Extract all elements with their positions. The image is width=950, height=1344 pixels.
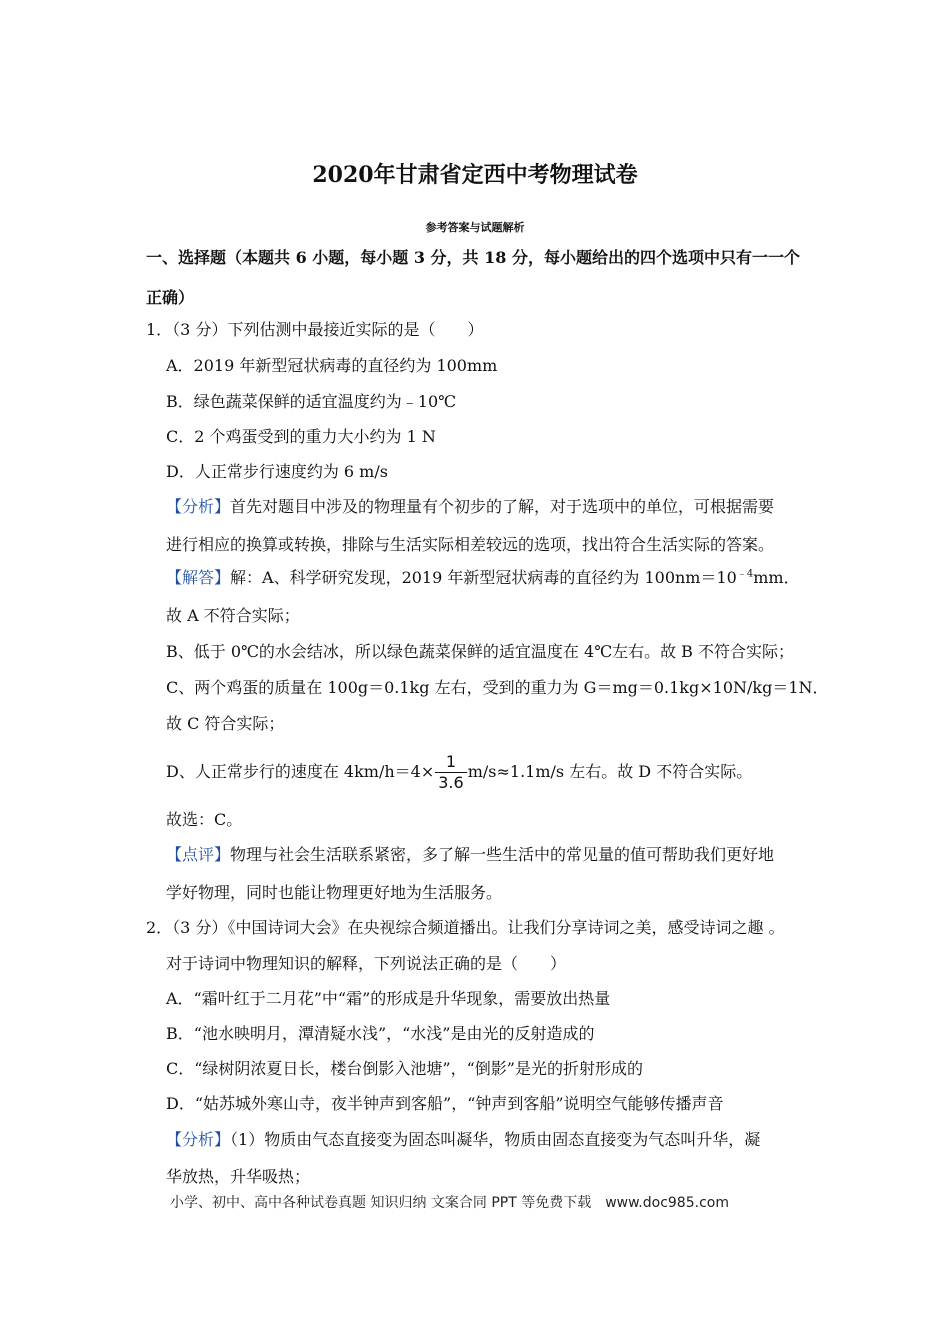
question-1-option-c: C．2 个鸡蛋受到的重力大小约为 1 N [166, 427, 436, 446]
analysis-tag: 【分析】 [166, 497, 231, 516]
question-1-choice: 故选：C。 [166, 810, 243, 829]
comment-tag: 【点评】 [166, 845, 231, 864]
analysis-tag: 【分析】 [166, 1130, 231, 1149]
page-footer: 小学、初中、高中各种试卷真题 知识归纳 文案合同 PPT 等免费下载 www.doc985.com [170, 1195, 729, 1211]
question-1-option-a: A．2019 年新型冠状病毒的直径约为 100mm [166, 356, 498, 375]
question-2-stem-cont: 对于诗词中物理知识的解释，下列说法正确的是（ ） [166, 954, 567, 973]
question-1-comment-cont: 学好物理，同时也能让物理更好地为生活服务。 [166, 883, 503, 902]
question-1-option-d: D．人正常步行速度约为 6 m/s [166, 462, 388, 481]
question-1-answer-line4: C、两个鸡蛋的质量在 100g＝0.1kg 左右，受到的重力为 G＝mg＝0.1kg×10N/kg＝1N． [166, 678, 829, 697]
question-2-stem: 2．（3 分）《中国诗词大会》在央视综合频道播出。让我们分享诗词之美，感受诗词之趣 。 [146, 918, 785, 937]
fraction-numerator: 1 [435, 752, 466, 773]
question-1-stem: 1．（3 分）下列估测中最接近实际的是（ ） [146, 320, 484, 339]
analysis-text: （1）物质由气态直接变为固态叫凝华，物质由固态直接变为气态叫升华，凝 [230, 1130, 761, 1149]
comment-text: 物理与社会生活联系紧密，多了解一些生活中的常见量的值可帮助我们更好地 [230, 845, 775, 864]
section-heading-cont: 正确） [146, 288, 195, 307]
question-1-option-b: B．绿色蔬菜保鲜的适宜温度约为﹣10℃ [166, 392, 457, 411]
question-2-option-d: D．“姑苏城外寒山寺，夜半钟声到客船”，“钟声到客船”说明空气能够传播声音 [166, 1094, 724, 1113]
question-2-option-c: C．“绿树阴浓夏日长，楼台倒影入池塘”，“倒影”是光的折射形成的 [166, 1059, 643, 1078]
question-1-answer-line2: 故 A 不符合实际； [166, 606, 300, 625]
question-1-answer-line3: B、低于 0℃的水会结冰，所以绿色蔬菜保鲜的适宜温度在 4℃左右。故 B 不符合实际； [166, 642, 795, 661]
answer-d-text: D、人正常步行的速度在 4km/h＝4× [166, 762, 435, 781]
question-2-analysis-cont: 华放热，升华吸热； [166, 1167, 311, 1186]
section-heading: 一、选择题（本题共 6 小题，每小题 3 分，共 18 分，每小题给出的四个选项中只有一一个 [146, 248, 800, 267]
question-1-answer-line6 [166, 742, 752, 802]
answer-tag: 【解答】 [166, 568, 231, 587]
document-title: 2020年甘肃省定西中考物理试卷 [312, 162, 638, 188]
fraction-denominator: 3.6 [438, 773, 464, 792]
question-1-analysis-cont: 进行相应的换算或转换，排除与生活实际相差较远的选项，找出符合生活实际的答案。 [166, 535, 775, 554]
question-2-analysis [166, 1130, 760, 1150]
question-2-option-a: A．“霜叶红于二月花”中“霜”的形成是升华现象，需要放出热量 [166, 989, 611, 1008]
question-1-comment [166, 845, 774, 865]
exponent: ﹣4 [736, 568, 754, 580]
answer-text: 解：A、科学研究发现，2019 年新型冠状病毒的直径约为 100nm＝10 [230, 568, 737, 587]
answer-d-result: m/s≈1.1m/s 左右。故 D 不符合实际。 [467, 762, 753, 781]
fraction [435, 752, 466, 793]
document-subtitle: 参考答案与试题解析 [425, 221, 525, 234]
question-2-option-b: B．“池水映明月，潭清疑水浅”，“水浅”是由光的反射造成的 [166, 1024, 595, 1043]
answer-unit: mm． [753, 568, 800, 587]
analysis-text: 首先对题目中涉及的物理量有个初步的了解，对于选项中的单位，可根据需要 [230, 497, 775, 516]
question-1-analysis [166, 497, 774, 517]
question-1-answer [166, 568, 800, 588]
question-1-answer-line5: 故 C 符合实际； [166, 714, 285, 733]
